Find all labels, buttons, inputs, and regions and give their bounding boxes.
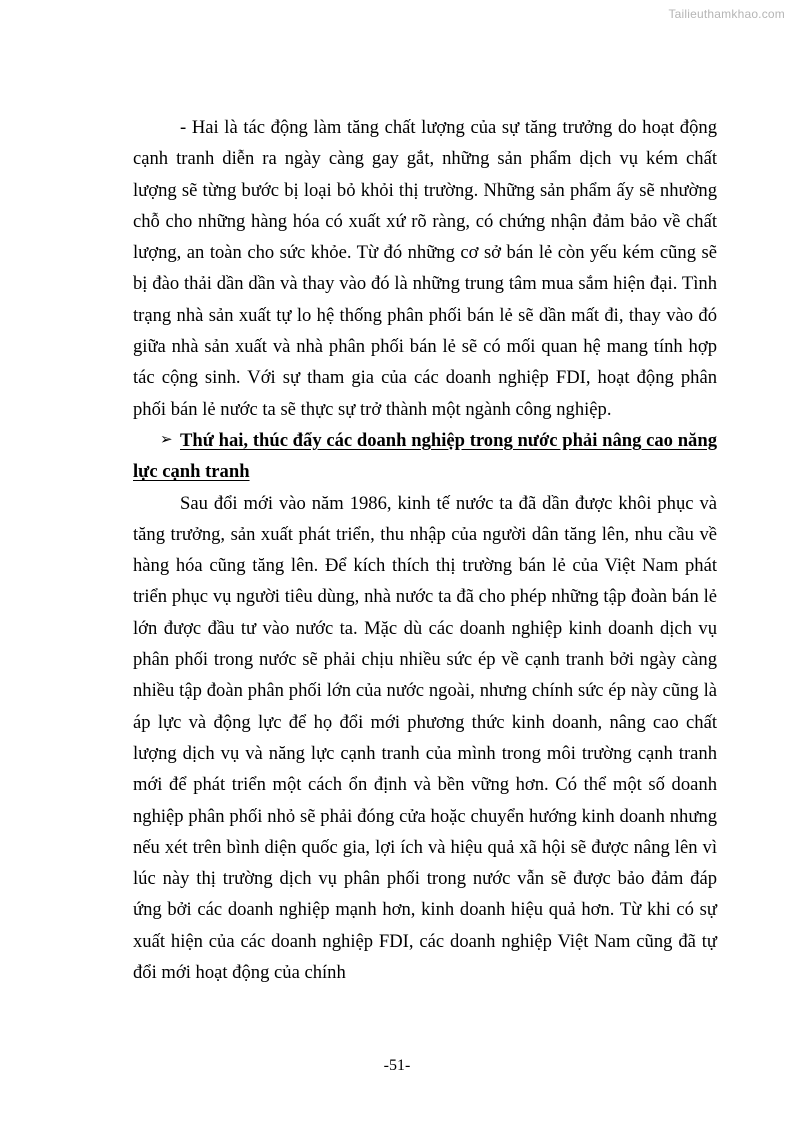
- arrow-bullet-icon: ➢: [160, 431, 173, 448]
- paragraph-first: - Hai là tác động làm tăng chất lượng của sự tăng trưởng do hoạt động cạnh tranh diễn ra ngày càng gay gắt, những sản phẩm dịch vụ kém chất lượng sẽ từng bước bị loại bỏ khỏi thị trường. Những sản phẩm ấy sẽ nhường chỗ cho những hàng hóa có xuất xứ rõ ràng, có chứng nhận đảm bảo về chất lượng, an toàn cho sức khỏe. Từ đó những cơ sở bán lẻ còn yếu kém cũng sẽ bị đào thải dần dần và thay vào đó là những trung tâm mua sắm hiện đại. Tình trạng nhà sản xuất tự lo hệ thống phân phối bán lẻ sẽ dần mất đi, thay vào đó giữa nhà sản xuất và nhà phân phối bán lẻ sẽ có mối quan hệ mang tính hợp tác cộng sinh. Với sự tham gia của các doanh nghiệp FDI, hoạt động phân phối bán lẻ nước ta sẽ thực sự trở thành một ngành công nghiệp.: [133, 117, 717, 420]
- watermark-text: Tailieuthamkhao.com: [668, 7, 785, 21]
- document-body: [133, 112, 717, 988]
- section-heading-text: Thứ hai, thúc đẩy các doanh nghiệp trong nước phải nâng cao năng lực cạnh tranh: [133, 429, 717, 483]
- page-number: -51-: [383, 1057, 411, 1074]
- section-heading: [133, 425, 717, 488]
- paragraph-second: Sau đổi mới vào năm 1986, kinh tế nước ta đã dần được khôi phục và tăng trưởng, sản xuất phát triển, thu nhập của người dân tăng lên, nhu cầu về hàng hóa cũng tăng lên. Để kích thích thị trường bán lẻ của Việt Nam phát triển phục vụ người tiêu dùng, nhà nước ta đã cho phép những tập đoàn bán lẻ lớn được đầu tư vào nước ta. Mặc dù các doanh nghiệp kinh doanh dịch vụ phân phối trong nước sẽ phải chịu nhiều sức ép về cạnh tranh bởi ngày càng nhiều tập đoàn phân phối lớn của nước ngoài, nhưng chính sức ép này cũng là áp lực và động lực để họ đổi mới phương thức kinh doanh, nâng cao chất lượng dịch vụ và năng lực cạnh tranh của mình trong môi trường cạnh tranh mới để phát triển một cách ổn định và bền vững hơn. Có thể một số doanh nghiệp phân phối nhỏ sẽ phải đóng cửa hoặc chuyển hướng kinh doanh nhưng nếu xét trên bình diện quốc gia, lợi ích và hiệu quả xã hội sẽ được nâng lên vì lúc này thị trường dịch vụ phân phối trong nước vẫn sẽ được bảo đảm đáp ứng bởi các doanh nghiệp mạnh hơn, kinh doanh hiệu quả hơn. Từ khi có sự xuất hiện của các doanh nghiệp FDI, các doanh nghiệp Việt Nam cũng đã tự đổi mới hoạt động của chính: [133, 492, 717, 984]
